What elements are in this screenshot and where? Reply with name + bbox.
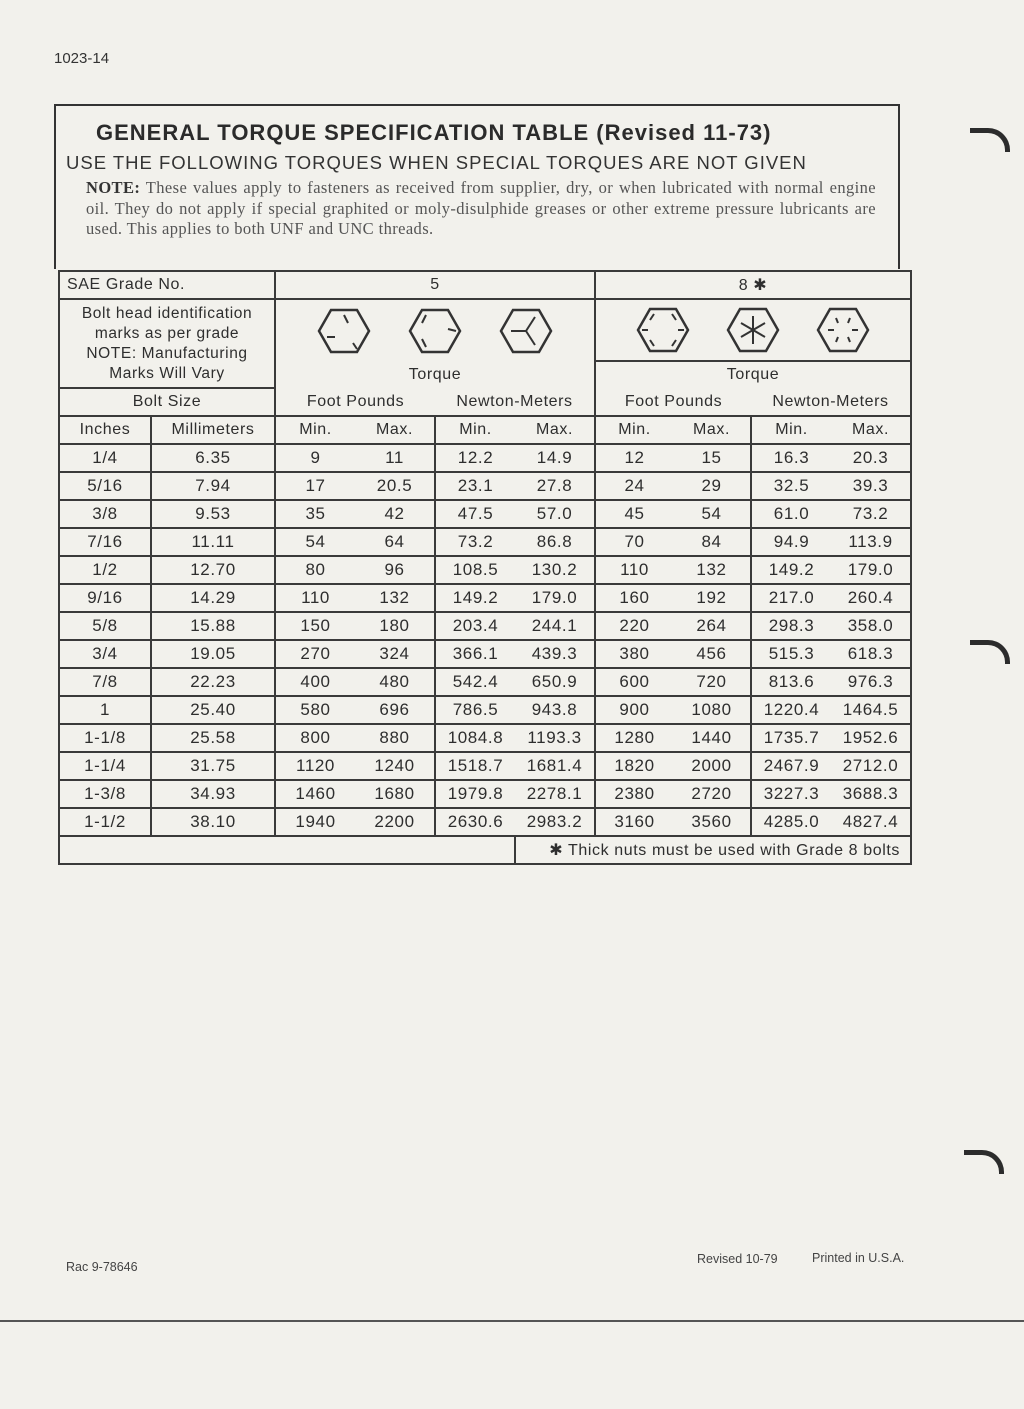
- cell-g5-nm-min: 23.1: [435, 472, 515, 500]
- cell-g5-nm-max: 244.1: [515, 612, 595, 640]
- table-row: [59, 640, 911, 668]
- cell-g5-nm-min: 1084.8: [435, 724, 515, 752]
- cell-g8-ftlb-min: 70: [595, 528, 673, 556]
- cell-millimeters: 22.23: [151, 668, 275, 696]
- cell-millimeters: 12.70: [151, 556, 275, 584]
- bolt-head-id-cell: [59, 299, 275, 388]
- cell-g5-nm-max: 2278.1: [515, 780, 595, 808]
- cell-g8-ftlb-max: 3560: [673, 808, 751, 836]
- cell-millimeters: 14.29: [151, 584, 275, 612]
- min-header: Min.: [751, 416, 831, 444]
- table-row: [59, 500, 911, 528]
- cell-g5-nm-max: 27.8: [515, 472, 595, 500]
- cell-inches: 1-1/2: [59, 808, 151, 836]
- bolt-size-label: Bolt Size: [59, 388, 275, 416]
- cell-g8-ftlb-min: 3160: [595, 808, 673, 836]
- binder-ring-icon: [964, 1150, 1004, 1174]
- cell-g5-nm-min: 2630.6: [435, 808, 515, 836]
- grade-5-header: 5: [275, 271, 595, 299]
- cell-g5-ftlb-max: 696: [355, 696, 435, 724]
- cell-g5-nm-min: 108.5: [435, 556, 515, 584]
- footer-part-number: Rac 9-78646: [66, 1260, 138, 1274]
- cell-g5-nm-max: 439.3: [515, 640, 595, 668]
- min-header: Min.: [275, 416, 355, 444]
- bolt-head-id-line: Marks Will Vary: [109, 364, 225, 382]
- cell-g5-ftlb-min: 1460: [275, 780, 355, 808]
- cell-g5-ftlb-min: 110: [275, 584, 355, 612]
- grade-8-torque-label: Torque: [595, 361, 911, 388]
- cell-g5-ftlb-max: 480: [355, 668, 435, 696]
- max-header: Max.: [673, 416, 751, 444]
- cell-g8-ftlb-max: 54: [673, 500, 751, 528]
- cell-millimeters: 9.53: [151, 500, 275, 528]
- table-row: [59, 528, 911, 556]
- cell-g5-nm-max: 14.9: [515, 444, 595, 472]
- cell-g5-ftlb-max: 1680: [355, 780, 435, 808]
- cell-g8-nm-min: 61.0: [751, 500, 831, 528]
- binder-ring-icon: [970, 640, 1010, 664]
- cell-g5-nm-min: 542.4: [435, 668, 515, 696]
- cell-g5-nm-max: 2983.2: [515, 808, 595, 836]
- cell-g8-nm-max: 4827.4: [831, 808, 911, 836]
- bolt-head-id-line: Bolt head identification: [81, 304, 253, 322]
- cell-g5-nm-min: 73.2: [435, 528, 515, 556]
- cell-g8-ftlb-min: 600: [595, 668, 673, 696]
- cell-inches: 1: [59, 696, 151, 724]
- g8-newton-meters-label: Newton-Meters: [751, 388, 911, 416]
- cell-g5-ftlb-min: 150: [275, 612, 355, 640]
- max-header: Max.: [515, 416, 595, 444]
- cell-g5-ftlb-max: 2200: [355, 808, 435, 836]
- cell-g8-nm-min: 1735.7: [751, 724, 831, 752]
- cell-millimeters: 25.58: [151, 724, 275, 752]
- cell-g8-nm-min: 16.3: [751, 444, 831, 472]
- table-row: [59, 808, 911, 836]
- cell-millimeters: 25.40: [151, 696, 275, 724]
- cell-g5-nm-min: 203.4: [435, 612, 515, 640]
- cell-g5-ftlb-min: 580: [275, 696, 355, 724]
- cell-g8-nm-min: 32.5: [751, 472, 831, 500]
- cell-g8-nm-max: 618.3: [831, 640, 911, 668]
- binder-ring-icon: [970, 128, 1010, 152]
- cell-g8-ftlb-min: 900: [595, 696, 673, 724]
- note-label: NOTE:: [86, 178, 141, 197]
- cell-millimeters: 15.88: [151, 612, 275, 640]
- cell-g5-ftlb-min: 270: [275, 640, 355, 668]
- page-subtitle: USE THE FOLLOWING TORQUES WHEN SPECIAL TORQUES ARE NOT GIVEN: [66, 152, 807, 173]
- cell-g5-nm-min: 366.1: [435, 640, 515, 668]
- cell-g5-nm-max: 1193.3: [515, 724, 595, 752]
- footer-revised: Revised 10-79: [697, 1252, 778, 1266]
- grade-8-header: 8 ✱: [595, 271, 911, 299]
- cell-g8-nm-max: 976.3: [831, 668, 911, 696]
- cell-g8-ftlb-min: 110: [595, 556, 673, 584]
- cell-inches: 5/8: [59, 612, 151, 640]
- cell-g5-ftlb-max: 96: [355, 556, 435, 584]
- cell-g8-ftlb-max: 132: [673, 556, 751, 584]
- cell-inches: 5/16: [59, 472, 151, 500]
- cell-g5-ftlb-min: 54: [275, 528, 355, 556]
- header-frame: [54, 104, 900, 269]
- torque-table: [58, 270, 912, 865]
- footer-printed: Printed in U.S.A.: [812, 1251, 905, 1265]
- cell-g5-ftlb-max: 11: [355, 444, 435, 472]
- cell-g5-ftlb-min: 1940: [275, 808, 355, 836]
- cell-g5-nm-min: 47.5: [435, 500, 515, 528]
- cell-millimeters: 38.10: [151, 808, 275, 836]
- cell-g8-ftlb-min: 1820: [595, 752, 673, 780]
- cell-g8-nm-max: 39.3: [831, 472, 911, 500]
- cell-g8-nm-min: 4285.0: [751, 808, 831, 836]
- cell-inches: 7/8: [59, 668, 151, 696]
- cell-g5-ftlb-max: 180: [355, 612, 435, 640]
- cell-millimeters: 34.93: [151, 780, 275, 808]
- cell-g5-nm-max: 650.9: [515, 668, 595, 696]
- cell-g5-ftlb-max: 880: [355, 724, 435, 752]
- cell-g5-nm-max: 179.0: [515, 584, 595, 612]
- cell-g8-ftlb-min: 160: [595, 584, 673, 612]
- cell-g8-nm-max: 73.2: [831, 500, 911, 528]
- cell-g8-nm-max: 179.0: [831, 556, 911, 584]
- cell-g5-ftlb-max: 42: [355, 500, 435, 528]
- cell-g8-ftlb-max: 84: [673, 528, 751, 556]
- grade-8-bolt-head-icon: [726, 306, 780, 354]
- cell-g8-ftlb-max: 1440: [673, 724, 751, 752]
- cell-g5-ftlb-min: 1120: [275, 752, 355, 780]
- cell-millimeters: 11.11: [151, 528, 275, 556]
- cell-g5-nm-min: 149.2: [435, 584, 515, 612]
- grade-5-bolt-head-icon: [408, 307, 462, 355]
- g5-foot-pounds-label: Foot Pounds: [275, 388, 435, 416]
- cell-g5-ftlb-min: 400: [275, 668, 355, 696]
- cell-g5-ftlb-min: 17: [275, 472, 355, 500]
- cell-g8-ftlb-max: 720: [673, 668, 751, 696]
- cell-g8-ftlb-min: 24: [595, 472, 673, 500]
- cell-g5-nm-max: 943.8: [515, 696, 595, 724]
- cell-inches: 3/8: [59, 500, 151, 528]
- cell-g8-nm-max: 3688.3: [831, 780, 911, 808]
- cell-g8-ftlb-min: 45: [595, 500, 673, 528]
- cell-g8-nm-min: 149.2: [751, 556, 831, 584]
- cell-g8-ftlb-min: 220: [595, 612, 673, 640]
- grade-8-bolt-head-icon: [816, 306, 870, 354]
- cell-millimeters: 7.94: [151, 472, 275, 500]
- cell-g5-nm-max: 1681.4: [515, 752, 595, 780]
- table-row: [59, 696, 911, 724]
- cell-g8-nm-min: 298.3: [751, 612, 831, 640]
- page-number: 1023-14: [54, 50, 110, 67]
- cell-inches: 1-3/8: [59, 780, 151, 808]
- max-header: Max.: [355, 416, 435, 444]
- grade-8-marks: [595, 299, 911, 361]
- cell-g8-ftlb-max: 15: [673, 444, 751, 472]
- cell-g8-ftlb-max: 264: [673, 612, 751, 640]
- cell-g8-nm-max: 2712.0: [831, 752, 911, 780]
- cell-g8-ftlb-max: 456: [673, 640, 751, 668]
- cell-g5-nm-max: 57.0: [515, 500, 595, 528]
- cell-g8-ftlb-min: 2380: [595, 780, 673, 808]
- cell-g5-nm-max: 130.2: [515, 556, 595, 584]
- grade-8-footnote: ✱ Thick nuts must be used with Grade 8 bolts: [515, 836, 911, 864]
- cell-g5-nm-min: 1518.7: [435, 752, 515, 780]
- cell-g5-ftlb-max: 20.5: [355, 472, 435, 500]
- grade-5-bolt-head-icon: [317, 307, 371, 355]
- table-row: [59, 780, 911, 808]
- cell-g5-ftlb-min: 800: [275, 724, 355, 752]
- table-row: [59, 668, 911, 696]
- table-row: [59, 752, 911, 780]
- cell-g8-ftlb-min: 12: [595, 444, 673, 472]
- cell-g5-ftlb-max: 64: [355, 528, 435, 556]
- g5-newton-meters-label: Newton-Meters: [435, 388, 595, 416]
- cell-g8-nm-max: 20.3: [831, 444, 911, 472]
- usage-note: [86, 178, 876, 240]
- page-bottom-edge: [0, 1320, 1024, 1322]
- cell-g5-ftlb-max: 132: [355, 584, 435, 612]
- cell-g8-nm-max: 358.0: [831, 612, 911, 640]
- footnote-blank: [59, 836, 515, 864]
- cell-g5-nm-min: 12.2: [435, 444, 515, 472]
- cell-g8-nm-min: 94.9: [751, 528, 831, 556]
- grade-8-bolt-head-icon: [636, 306, 690, 354]
- sae-grade-label: SAE Grade No.: [59, 271, 275, 299]
- cell-g8-ftlb-max: 29: [673, 472, 751, 500]
- table-row: [59, 612, 911, 640]
- page-title: GENERAL TORQUE SPECIFICATION TABLE (Revised 11-73): [96, 120, 772, 145]
- millimeters-header: Millimeters: [151, 416, 275, 444]
- cell-inches: 1/2: [59, 556, 151, 584]
- cell-inches: 3/4: [59, 640, 151, 668]
- table-row: [59, 444, 911, 472]
- grade-5-bolt-head-icon: [499, 307, 553, 355]
- cell-g8-nm-max: 260.4: [831, 584, 911, 612]
- cell-g8-nm-min: 1220.4: [751, 696, 831, 724]
- cell-g5-nm-min: 1979.8: [435, 780, 515, 808]
- cell-g8-ftlb-max: 192: [673, 584, 751, 612]
- inches-header: Inches: [59, 416, 151, 444]
- grade-5-marks: [275, 299, 595, 361]
- cell-g5-ftlb-min: 35: [275, 500, 355, 528]
- cell-inches: 1-1/8: [59, 724, 151, 752]
- cell-millimeters: 31.75: [151, 752, 275, 780]
- cell-g8-nm-max: 1464.5: [831, 696, 911, 724]
- cell-g8-nm-min: 2467.9: [751, 752, 831, 780]
- note-text: These values apply to fasteners as received from supplier, dry, or when lubricated with normal engine oil. They do not apply if special graphited or moly-disulphide greases or other extreme pressure lubricants are used. This applies to both UNF and UNC threads.: [86, 178, 876, 238]
- cell-g8-nm-min: 217.0: [751, 584, 831, 612]
- cell-g8-ftlb-max: 1080: [673, 696, 751, 724]
- grade-5-torque-label: Torque: [275, 361, 595, 388]
- table-row: [59, 472, 911, 500]
- min-header: Min.: [435, 416, 515, 444]
- cell-g8-ftlb-max: 2720: [673, 780, 751, 808]
- bolt-head-id-line: NOTE: Manufacturing: [86, 344, 248, 362]
- cell-millimeters: 19.05: [151, 640, 275, 668]
- cell-g5-ftlb-min: 9: [275, 444, 355, 472]
- cell-g5-nm-min: 786.5: [435, 696, 515, 724]
- cell-g8-ftlb-min: 1280: [595, 724, 673, 752]
- cell-inches: 9/16: [59, 584, 151, 612]
- cell-g8-ftlb-max: 2000: [673, 752, 751, 780]
- cell-inches: 1-1/4: [59, 752, 151, 780]
- cell-g5-nm-max: 86.8: [515, 528, 595, 556]
- cell-g5-ftlb-max: 324: [355, 640, 435, 668]
- table-row: [59, 724, 911, 752]
- cell-g8-nm-min: 515.3: [751, 640, 831, 668]
- min-header: Min.: [595, 416, 673, 444]
- cell-g8-nm-min: 3227.3: [751, 780, 831, 808]
- cell-g8-nm-min: 813.6: [751, 668, 831, 696]
- cell-inches: 1/4: [59, 444, 151, 472]
- table-row: [59, 556, 911, 584]
- cell-millimeters: 6.35: [151, 444, 275, 472]
- cell-g5-ftlb-max: 1240: [355, 752, 435, 780]
- cell-g8-ftlb-min: 380: [595, 640, 673, 668]
- table-row: [59, 584, 911, 612]
- bolt-head-id-line: marks as per grade: [94, 324, 240, 342]
- cell-g5-ftlb-min: 80: [275, 556, 355, 584]
- g8-foot-pounds-label: Foot Pounds: [595, 388, 751, 416]
- max-header: Max.: [831, 416, 911, 444]
- cell-g8-nm-max: 113.9: [831, 528, 911, 556]
- cell-inches: 7/16: [59, 528, 151, 556]
- cell-g8-nm-max: 1952.6: [831, 724, 911, 752]
